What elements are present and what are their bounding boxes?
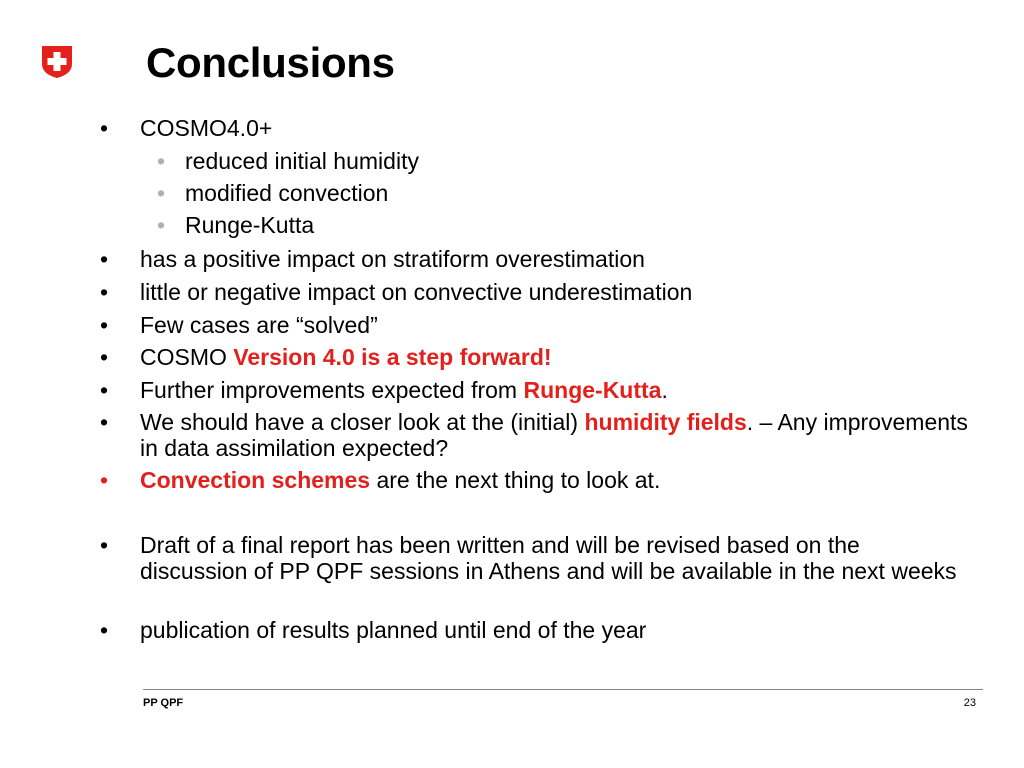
sub-bullet-text: Runge-Kutta xyxy=(185,212,315,238)
sub-bullet-text: reduced initial humidity xyxy=(185,148,419,174)
highlight-text: Version 4.0 is a step forward! xyxy=(233,344,552,370)
highlight-text: humidity fields xyxy=(584,409,747,435)
bullet-text: Further improvements expected from Runge-Kutta. xyxy=(140,377,668,403)
bullet-text: COSMO Version 4.0 is a step forward! xyxy=(140,344,552,370)
bullet-text: little or negative impact on convective underestimation xyxy=(140,279,693,305)
bullet-text: Few cases are “solved” xyxy=(140,312,378,338)
bullet-text: Convection schemes are the next thing to look at. xyxy=(140,467,661,493)
bullet-text: publication of results planned until end of the year xyxy=(140,617,647,643)
swiss-cross-shield-icon xyxy=(41,45,73,79)
page-number: 23 xyxy=(963,697,976,709)
bullet-text: COSMO4.0+ xyxy=(140,115,273,141)
highlight-text: Runge-Kutta xyxy=(523,377,662,403)
footer-divider xyxy=(143,689,983,690)
bullet-text: has a positive impact on stratiform overestimation xyxy=(140,246,645,272)
bullet-text: We should have a closer look at the (initial) humidity fields. – Any improvements in data assimilation expected? xyxy=(140,409,968,461)
slide-title: Conclusions xyxy=(146,39,395,86)
bullet-text: Draft of a final report has been written and will be revised based on the discussion of PP QPF sessions in Athens and will be available in the next weeks xyxy=(140,532,957,584)
footer-label: PP QPF xyxy=(143,697,184,709)
highlight-text: Convection schemes xyxy=(140,467,371,493)
sub-bullet-text: modified convection xyxy=(185,180,389,206)
